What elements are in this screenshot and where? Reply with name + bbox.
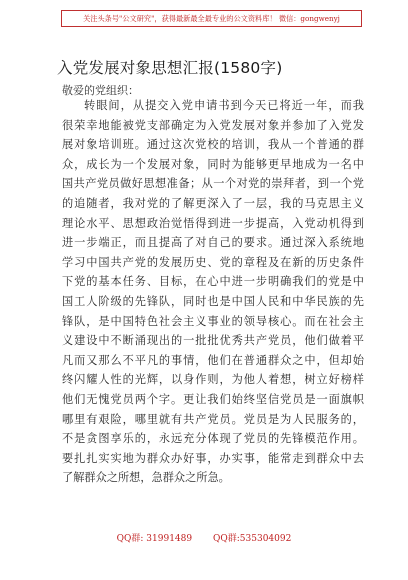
paragraph-line: 不是贪图享乐的，永远充分体现了党员的先锋模范作用。 [62, 432, 364, 446]
footer-qq-group-1: QQ群: 31991489 [116, 534, 193, 544]
paragraph-line: 很荣幸地能被党支部确定为入党发展对象并参加了入党发 [62, 118, 364, 132]
banner-text: 关注头条号"公文研究"，获得最新最全最专业的公文资料库！ 微信：gongwenyj [83, 13, 340, 23]
paragraph-line: 转眼间，从提交入党申请书到今天已将近一年，而我 [84, 99, 364, 112]
paragraph-line: 进一步端正，而且提高了对自己的要求。通过深入系统地 [62, 236, 364, 250]
paragraph-line: 理论水平、思想政治觉悟得到进一步提高，入党动机得到 [62, 216, 364, 230]
top-banner [61, 10, 362, 27]
paragraph-line: 展对象培训班。通过这次党校的培训，我从一个普通的群 [62, 138, 364, 152]
footer-qq-group-2: QQ群:535304092 [213, 534, 292, 544]
paragraph-line: 学习中国共产党的发展历史、党的章程及在新的历史条件 [62, 255, 364, 269]
paragraph-line: 锋队，是中国特色社会主义事业的领导核心。而在社会主 [62, 314, 364, 328]
footer [0, 531, 408, 544]
body-text [62, 96, 364, 488]
paragraph-line: 要扎扎实实地为群众办好事，办实事，能常走到群众中去 [62, 451, 364, 465]
document-title: 入党发展对象思想汇报(1580字) [57, 59, 283, 77]
paragraph-line: 终闪耀人性的光辉，以身作则，为他人着想，树立好榜样 [62, 373, 364, 387]
paragraph-line: 国工人阶级的先锋队，同时也是中国人民和中华民族的先 [62, 294, 364, 308]
paragraph-line: 哪里有艰险，哪里就有共产党员。党员是为人民服务的， [62, 412, 364, 426]
paragraph-line: 众，成长为一个发展对象，同时为能够更早地成为一名中 [62, 157, 364, 171]
paragraph-line: 国共产党员做好思想准备；从一个对党的崇拜者，到一个党 [62, 177, 364, 191]
paragraph-line: 的追随者，我对党的了解更深入了一层，我的马克思主义 [62, 196, 364, 210]
paragraph-line: 义建设中不断涌现出的一批批优秀共产党员，他们做着平 [62, 334, 364, 348]
paragraph-line: 凡而又那么不平凡的事情，他们在普通群众之中，但却始 [62, 353, 364, 367]
salutation: 敬爱的党组织： [62, 84, 139, 97]
paragraph-line: 他们无愧党员两个字。更让我们始终坚信党员是一面旗帜 [62, 392, 364, 406]
paragraph-line: 下党的基本任务、目标，在心中进一步明确我们的党是中 [62, 275, 364, 289]
paragraph-line: 了解群众之所想，急群众之所急。 [62, 471, 230, 485]
